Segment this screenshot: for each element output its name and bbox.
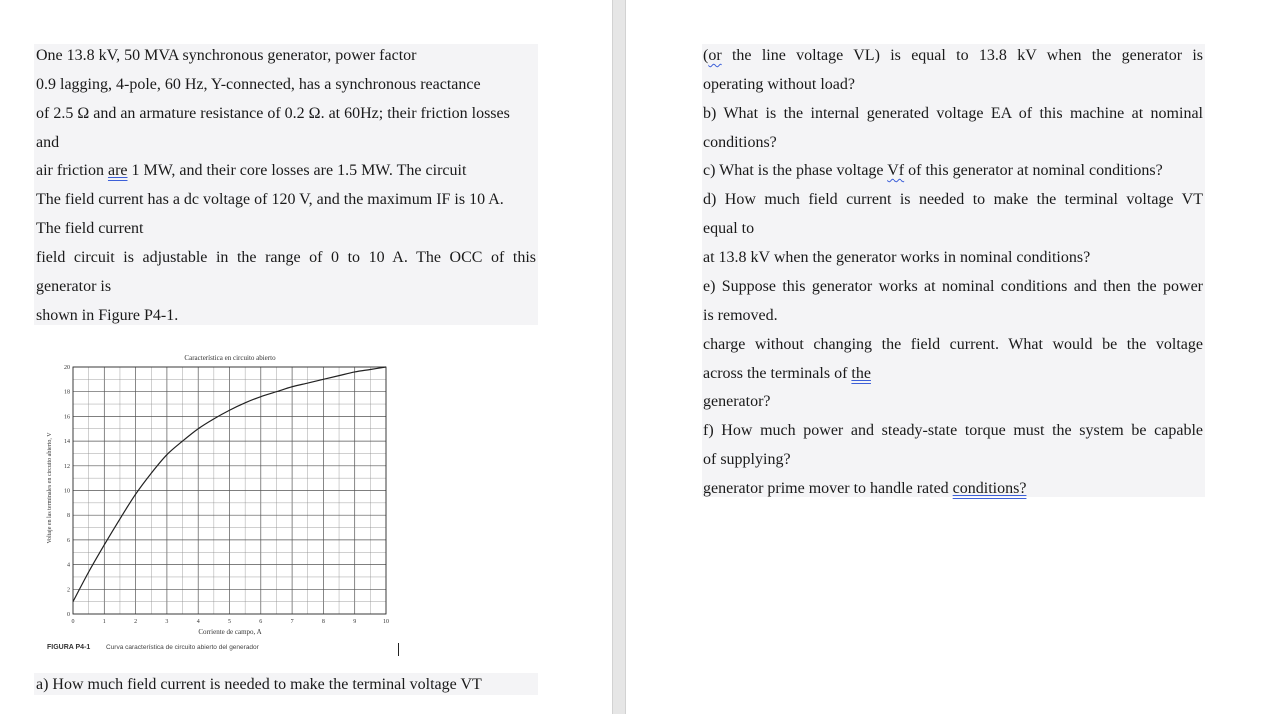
question-a: a) How much field current is needed to make the terminal voltage VT xyxy=(36,676,482,693)
paragraph-line: generator is xyxy=(36,278,112,295)
paragraph-line: of 2.5 Ω and an armature resistance of 0.2 Ω. at 60Hz; their friction losses xyxy=(36,105,510,122)
y-tick-label: 0 xyxy=(67,612,70,618)
y-tick-label: 10 xyxy=(64,488,70,495)
figure-caption-label: FIGURA P4-1 xyxy=(47,644,91,651)
paragraph-line: equal to xyxy=(703,220,755,237)
x-tick-label: 3 xyxy=(165,619,169,625)
x-tick-label: 8 xyxy=(321,619,325,625)
x-tick-labels xyxy=(72,619,390,625)
paragraph-line: (or the line voltage VL) is equal to 13.8 kV when the generator is xyxy=(703,47,1203,64)
y-tick-label: 14 xyxy=(64,439,70,446)
y-tick-labels xyxy=(64,365,70,618)
y-tick-label: 2 xyxy=(67,587,70,594)
paragraph-line: and xyxy=(36,134,60,151)
paragraph-line: field circuit is adjustable in the range of 0 to 10 A. The OCC of this xyxy=(36,249,536,266)
paragraph-line: of supplying? xyxy=(703,451,791,468)
left-page xyxy=(0,0,612,714)
paragraph-line: The field current has a dc voltage of 120 V, and the maximum IF is 10 A. xyxy=(36,191,504,208)
x-tick-label: 10 xyxy=(383,619,389,625)
paragraph-line: c) What is the phase voltage Vf of this generator at nominal conditions? xyxy=(703,162,1163,179)
paragraph-line: One 13.8 kV, 50 MVA synchronous generator, power factor xyxy=(36,47,417,64)
x-tick-label: 2 xyxy=(134,619,138,625)
x-tick-label: 0 xyxy=(71,619,75,625)
x-tick-label: 4 xyxy=(196,619,200,625)
right-page xyxy=(626,0,1268,714)
paragraph-line: across the terminals of the xyxy=(703,365,871,382)
x-tick-label: 1 xyxy=(102,619,106,625)
paragraph-line: conditions? xyxy=(703,134,777,151)
paragraph-line: e) Suppose this generator works at nominal conditions and then the power xyxy=(703,278,1203,295)
page-gutter xyxy=(612,0,626,714)
paragraph-line: is removed. xyxy=(703,307,778,324)
occ-figure xyxy=(40,348,400,658)
y-tick-label: 16 xyxy=(64,414,70,421)
paragraph-line: shown in Figure P4-1. xyxy=(36,307,179,324)
y-tick-label: 12 xyxy=(64,463,70,470)
paragraph-line: 0.9 lagging, 4-pole, 60 Hz, Y-connected, has a synchronous reactance xyxy=(36,76,481,93)
spelling-flag[interactable]: Vf xyxy=(887,162,905,179)
y-tick-label: 18 xyxy=(64,389,70,396)
paragraph-line: charge without changing the field current. What would be the voltage xyxy=(703,336,1203,353)
paragraph-line: at 13.8 kV when the generator works in nominal conditions? xyxy=(703,249,1091,266)
chart-grid xyxy=(73,367,386,614)
y-tick-label: 4 xyxy=(67,562,70,569)
x-tick-label: 5 xyxy=(228,619,231,625)
paragraph-line: The field current xyxy=(36,220,144,237)
paragraph-line: f) How much power and steady-state torque must the system be capable xyxy=(703,422,1203,439)
y-tick-label: 20 xyxy=(64,365,70,371)
grammar-flag[interactable]: are xyxy=(107,162,128,179)
x-axis-label: Corriente de campo, A xyxy=(198,628,262,636)
paragraph-line: generator prime mover to handle rated conditions? xyxy=(703,480,1027,497)
y-axis-label: Voltaje en las terminales en circuito abierto, V xyxy=(47,432,53,544)
spelling-flag[interactable]: or xyxy=(708,47,722,64)
paragraph-line: air friction are 1 MW, and their core losses are 1.5 MW. The circuit xyxy=(36,162,467,179)
y-tick-label: 8 xyxy=(67,513,70,520)
grammar-flag[interactable]: conditions? xyxy=(952,480,1027,497)
grammar-flag[interactable]: the xyxy=(851,365,871,382)
figure-caption-text: Curva característica de circuito abierto del generador xyxy=(106,644,259,651)
y-tick-label: 6 xyxy=(67,537,70,544)
paragraph-line: operating without load? xyxy=(703,76,855,93)
x-tick-label: 9 xyxy=(353,619,357,625)
text-cursor xyxy=(398,643,399,656)
paragraph-line: d) How much field current is needed to make the terminal voltage VT xyxy=(703,191,1203,208)
paragraph-line: b) What is the internal generated voltage EA of this machine at nominal xyxy=(703,105,1203,122)
x-tick-label: 7 xyxy=(290,619,294,625)
x-tick-label: 6 xyxy=(259,619,263,625)
chart-title: Característica en circuito abierto xyxy=(184,354,276,362)
paragraph-line: generator? xyxy=(703,393,771,410)
